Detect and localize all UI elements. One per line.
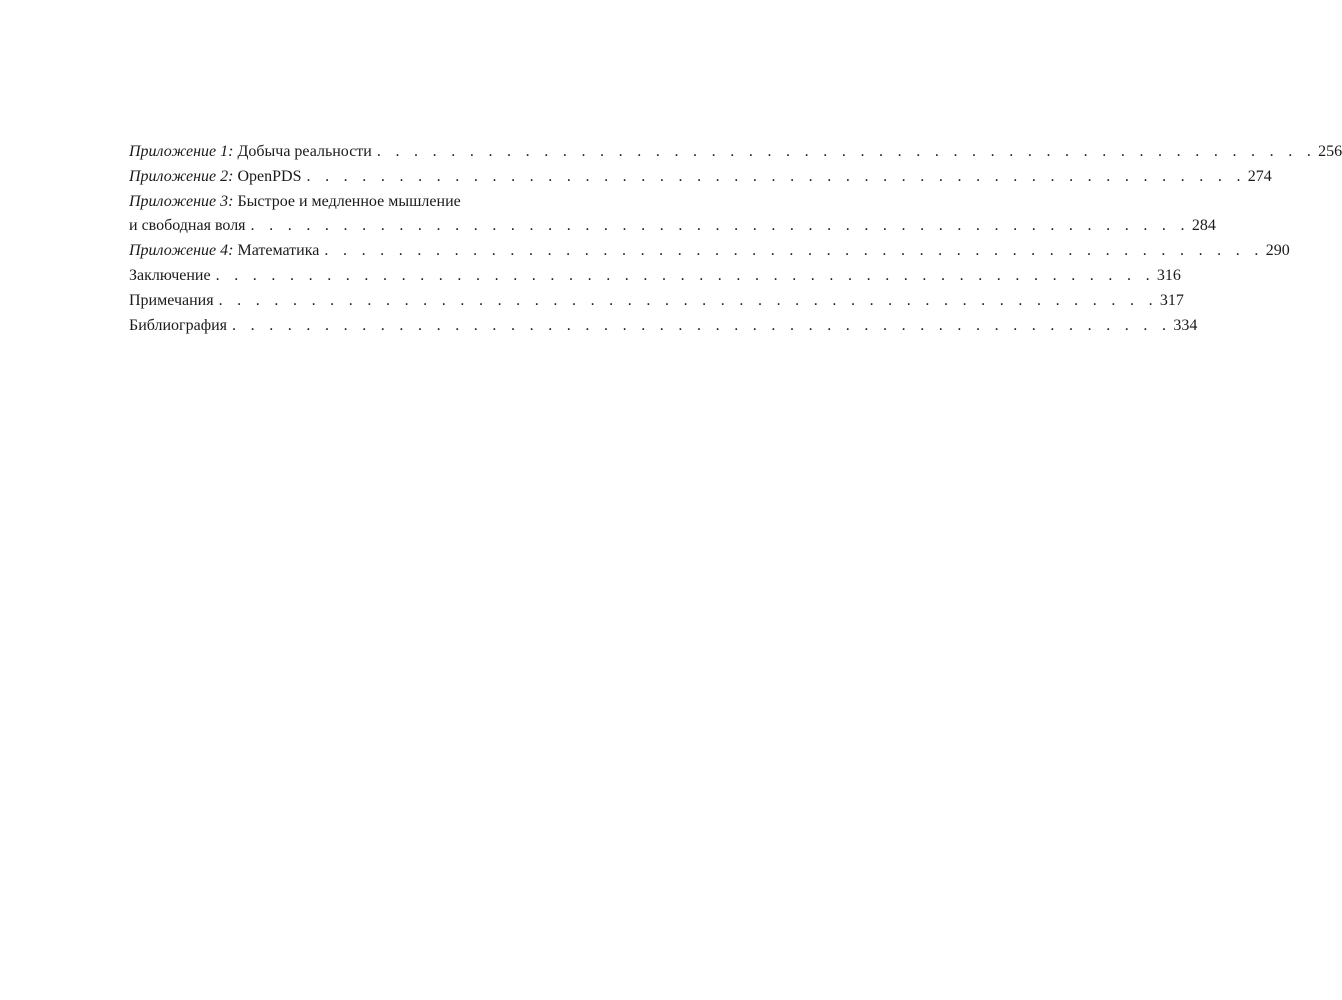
toc-leader-dots: . . . . . . . . . . . . . . . . . . . . . . . . . . . . . . . . . . . . . . . . . . . . . . . . . . . [324, 242, 1264, 259]
toc-leader-dots: . . . . . . . . . . . . . . . . . . . . . . . . . . . . . . . . . . . . . . . . . . . . . . . . . . . [218, 292, 1158, 309]
toc-leader-dots: . . . . . . . . . . . . . . . . . . . . . . . . . . . . . . . . . . . . . . . . . . . . . . . . . . . [250, 217, 1190, 234]
toc-entry-text: Математика [233, 242, 320, 259]
toc-entry-conclusion [129, 264, 1181, 288]
toc-entry-title [129, 165, 301, 189]
toc-page-number: 316 [1156, 267, 1181, 284]
toc-entry-appendix-2 [129, 165, 1272, 189]
toc-entry-title: Библиография [129, 317, 227, 334]
toc-page-number: 284 [1191, 217, 1216, 234]
toc-entry-title: Заключение [129, 267, 211, 284]
toc-leader-dots: . . . . . . . . . . . . . . . . . . . . . . . . . . . . . . . . . . . . . . . . . . . . . . . . . . . [215, 267, 1155, 284]
toc-page-number: 317 [1159, 292, 1184, 309]
table-of-contents [129, 140, 1342, 339]
toc-entry-text: Быстрое и медленное мышление [233, 193, 461, 210]
toc-entry-title [129, 140, 372, 164]
toc-page-number: 256 [1318, 143, 1342, 160]
toc-leader-dots: . . . . . . . . . . . . . . . . . . . . . . . . . . . . . . . . . . . . . . . . . . . . . . . . . . . [232, 317, 1172, 334]
toc-entry-title-line-2 [129, 214, 1216, 238]
toc-entry-bibliography [129, 314, 1198, 338]
toc-entry-title-line-1 [129, 193, 461, 210]
toc-entry-title [129, 239, 319, 263]
toc-entry-text: OpenPDS [233, 168, 302, 185]
toc-entry-appendix-1 [129, 140, 1342, 164]
toc-entry-text-continued: и свободная воля [129, 217, 246, 234]
toc-entry-title: Примечания [129, 292, 214, 309]
toc-entry-appendix-4 [129, 239, 1290, 263]
toc-page-number: 334 [1173, 317, 1198, 334]
toc-page-number: 274 [1247, 168, 1272, 185]
toc-leader-dots: . . . . . . . . . . . . . . . . . . . . . . . . . . . . . . . . . . . . . . . . . . . . . . . . . . . [306, 168, 1246, 185]
toc-entry-notes [129, 289, 1184, 313]
toc-entry-text: Добыча реальности [233, 143, 372, 160]
toc-entry-prefix: Приложение 2: [129, 168, 234, 185]
toc-entry-prefix: Приложение 4: [129, 242, 234, 259]
toc-entry-prefix: Приложение 1: [129, 143, 234, 160]
toc-leader-dots: . . . . . . . . . . . . . . . . . . . . . . . . . . . . . . . . . . . . . . . . . . . . . . . . . . . [376, 143, 1317, 160]
toc-page-number: 290 [1265, 242, 1290, 259]
toc-entry-prefix: Приложение 3: [129, 193, 234, 210]
toc-entry-appendix-3 [129, 190, 1216, 238]
